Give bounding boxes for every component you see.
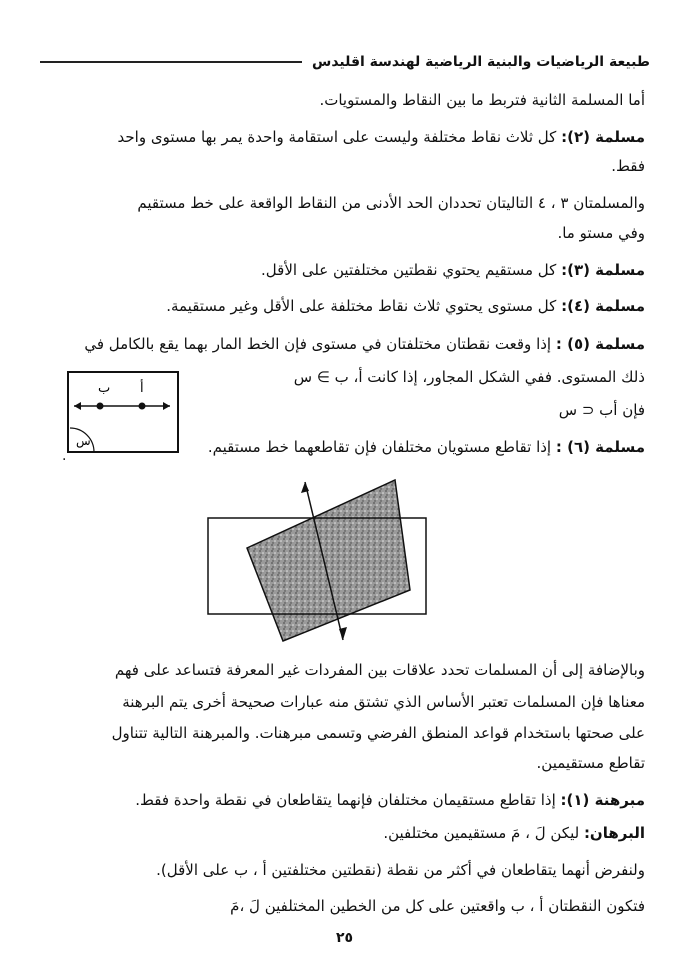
postulate-5-text: إذا وقعت نقطتان مختلفتان في مستوى فإن الخط المار بهما يقع بالكامل في <box>84 335 556 353</box>
line-15: تقاطع مستقيمين. <box>536 754 645 772</box>
line-1: أما المسلمة الثانية فتربط ما بين النقاط والمستويات. <box>319 91 645 109</box>
arrow-right-icon <box>163 402 170 410</box>
postulate-3-label: مسلمة (٣): <box>561 261 645 279</box>
line-4: والمسلمتان ٣ ، ٤ التاليتان تحددان الحد الأدنى من النقاط الواقعة على خط مستقيم <box>137 194 645 212</box>
line-9: ذلك المستوى. ففي الشكل المجاور، إذا كانت أ، ب ∋ س <box>293 368 645 386</box>
postulate-5 <box>84 334 645 354</box>
postulate-3 <box>261 260 645 280</box>
line-19: فتكون النقطتان أ ، ب واقعتين على كل من الخطين المختلفين لَ ،مَ <box>230 897 645 915</box>
postulate-2-label: مسلمة (٢): <box>561 128 645 146</box>
postulate-6-label: مسلمة (٦) : <box>555 438 645 456</box>
line-5: وفي مستو ما. <box>557 224 645 242</box>
theorem-1-label: مبرهنة (١): <box>560 791 645 809</box>
postulate-2 <box>118 127 645 147</box>
line-3: فقط. <box>611 157 645 175</box>
figure-plane-line <box>66 370 180 454</box>
proof-line <box>383 823 645 843</box>
theorem-1-text: إذا تقاطع مستقيمان مختلفان فإنهما يتقاطعان في نقطة واحدة فقط. <box>135 791 561 809</box>
page-number: ٢٥ <box>335 930 354 946</box>
postulate-5-label: مسلمة (٥) : <box>555 335 645 353</box>
postulate-4-label: مسلمة (٤): <box>561 297 645 315</box>
proof-text: ليكن لَ ، مَ مستقيمين مختلفين. <box>383 824 584 842</box>
label-plane: س <box>76 434 91 448</box>
line-14: على صحتها باستخدام قواعد المنطق الفرضي وتسمى مبرهنات. والمبرهنة التالية تتناول <box>111 724 645 742</box>
arrow-left-icon <box>74 402 81 410</box>
postulate-3-text: كل مستقيم يحتوي نقطتين مختلفتين على الأقل. <box>261 261 562 279</box>
point-b <box>97 403 104 410</box>
arrow-down-icon <box>339 627 347 640</box>
line-13: معناها فإن المسلمات تعتبر الأساس الذي تشتق منه عبارات صحيحة أخرى يتم البرهنة <box>122 693 645 711</box>
postulate-2-text: كل ثلاث نقاط مختلفة وليست على استقامة واحدة يمر بها مستوى واحد <box>117 128 562 146</box>
shaded-plane <box>247 480 410 641</box>
postulate-4-text: كل مستوى يحتوي ثلاث نقاط مختلفة على الأقل وغير مستقيمة. <box>166 297 562 315</box>
stray-mark: . <box>62 448 67 464</box>
label-a: أ <box>140 381 144 396</box>
label-b: ب <box>98 381 111 396</box>
figure-intersecting-planes <box>205 478 431 648</box>
header-title: طبيعة الرياضيات والبنية الرياضية لهندسة اقليدس <box>312 54 650 70</box>
header-rule <box>40 61 302 63</box>
running-header <box>40 52 650 72</box>
line-18: ولنفرض أنهما يتقاطعان في أكثر من نقطة (نقطتين مختلفتين أ ، ب على الأقل). <box>156 861 645 879</box>
theorem-1 <box>135 790 645 810</box>
line-12: وبالإضافة إلى أن المسلمات تحدد علاقات بين المفردات غير المعرفة فتساعد على فهم <box>114 661 645 679</box>
point-a <box>139 403 146 410</box>
postulate-6 <box>208 437 645 457</box>
postulate-6-text: إذا تقاطع مستويان مختلفان فإن تقاطعهما خط مستقيم. <box>207 438 556 456</box>
proof-label: البرهان: <box>583 824 645 842</box>
line-10: فإن أب ⊂ س <box>558 401 645 419</box>
postulate-4 <box>166 296 645 316</box>
